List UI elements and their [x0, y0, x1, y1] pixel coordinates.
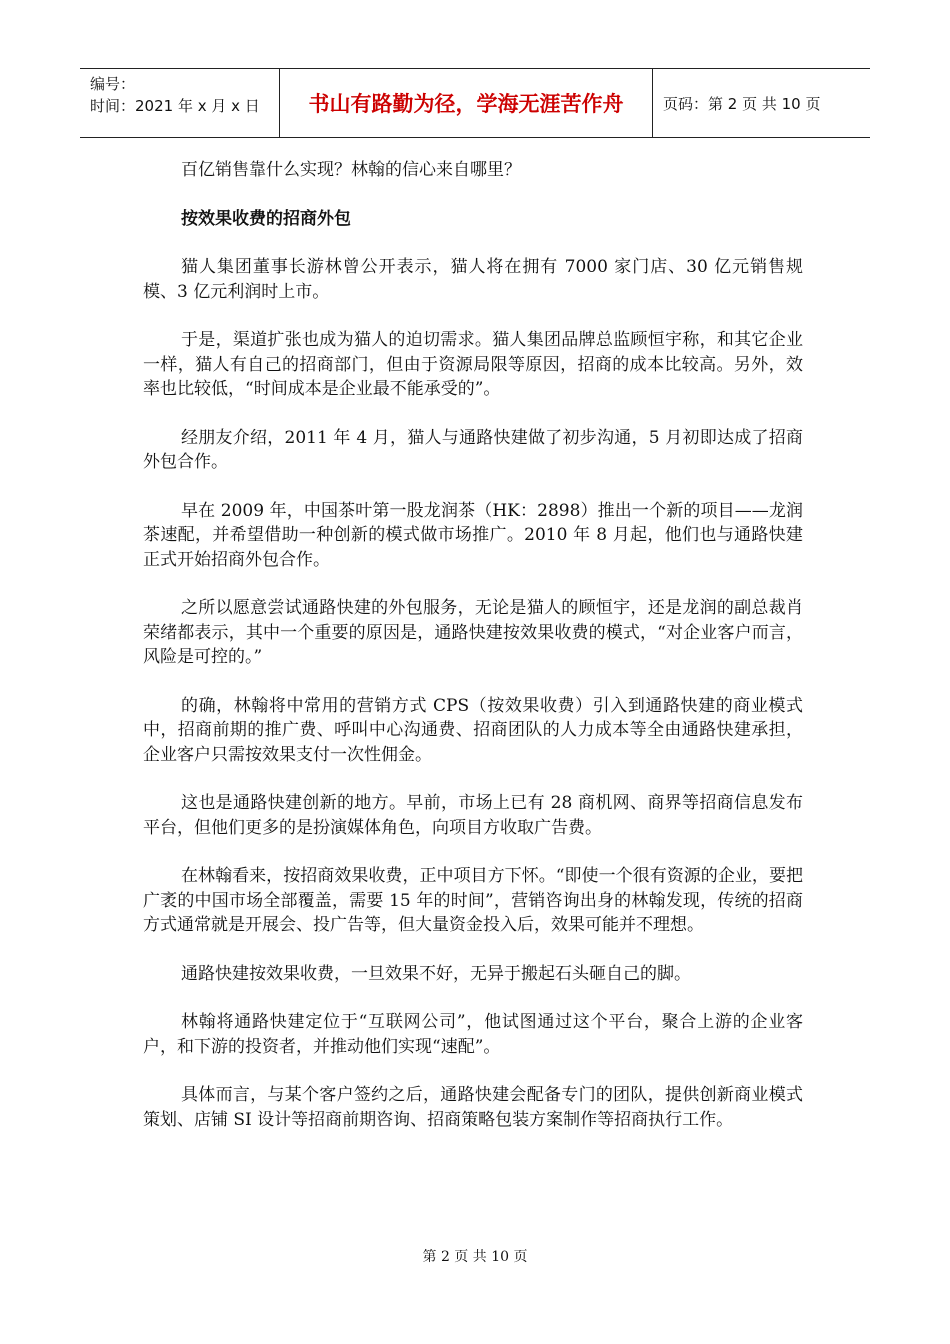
paragraph: 猫人集团董事长游林曾公开表示，猫人将在拥有 7000 家门店、30 亿元销售规模、3 亿元利润时上市。	[143, 257, 803, 302]
header-page-cell	[653, 69, 870, 137]
header-motto-cell	[280, 69, 653, 137]
paragraph: 通路快建按效果收费，一旦效果不好，无异于搬起石头砸自己的脚。	[181, 963, 691, 984]
paragraph: 经朋友介绍，2011 年 4 月，猫人与通路快建做了初步沟通，5 月初即达成了招商外包合作。	[143, 427, 803, 472]
document-header	[80, 68, 870, 138]
time-label: 时间：2021 年 x 月 x 日	[90, 97, 260, 115]
section-heading: 按效果收费的招商外包	[181, 208, 351, 229]
page-label: 页码：第 2 页 共 10 页	[663, 94, 821, 113]
paragraph: 具体而言，与某个客户签约之后，通路快建会配备专门的团队，提供创新商业模式策划、店铺 SI 设计等招商前期咨询、招商策略包装方案制作等招商执行工作。	[143, 1085, 803, 1130]
paragraph: 早在 2009 年，中国茶叶第一股龙润茶（HK：2898）推出一个新的项目——龙润茶速配，并希望借助一种创新的模式做市场推广。2010 年 8 月起，他们也与通路快建正式开始招商外包合作。	[143, 500, 803, 570]
paragraph: 这也是通路快建创新的地方。早前，市场上已有 28 商机网、商界等招商信息发布平台，但他们更多的是扮演媒体角色，向项目方收取广告费。	[143, 793, 803, 838]
footer-page-number: 第 2 页 共 10 页	[422, 1249, 528, 1265]
page-footer	[0, 1246, 950, 1266]
paragraph: 的确，林翰将中常用的营销方式 CPS（按效果收费）引入到通路快建的商业模式中，招商前期的推广费、呼叫中心沟通费、招商团队的人力成本等全由通路快建承担，企业客户只需按效果支付一次性佣金。	[143, 695, 803, 765]
paragraph: 在林翰看来，按招商效果收费，正中项目方下怀。“即使一个很有资源的企业，要把广袤的中国市场全部覆盖，需要 15 年的时间”，营销咨询出身的林翰发现，传统的招商方式通常就是开展会、投广告等，但大量资金投入后，效果可能并不理想。	[143, 866, 803, 935]
motto-text: 书山有路勤为径，学海无涯苦作舟	[308, 92, 624, 116]
paragraph: 林翰将通路快建定位于“互联网公司”，他试图通过这个平台，聚合上游的企业客户，和下游的投资者，并推动他们实现“速配”。	[143, 1012, 803, 1057]
article-body	[143, 158, 803, 1156]
number-label: 编号：	[90, 75, 136, 93]
header-meta-cell	[80, 69, 280, 137]
paragraph: 百亿销售靠什么实现？林翰的信心来自哪里？	[181, 160, 521, 180]
paragraph: 于是，渠道扩张也成为猫人的迫切需求。猫人集团品牌总监顾恒宇称，和其它企业一样，猫人有自己的招商部门，但由于资源局限等原因，招商的成本比较高。另外，效率也比较低，“时间成本是企业最不能承受的”。	[143, 330, 803, 399]
paragraph: 之所以愿意尝试通路快建的外包服务，无论是猫人的顾恒宇，还是龙润的副总裁肖荣绪都表示，其中一个重要的原因是，通路快建按效果收费的模式，“对企业客户而言，风险是可控的。”	[143, 598, 803, 667]
